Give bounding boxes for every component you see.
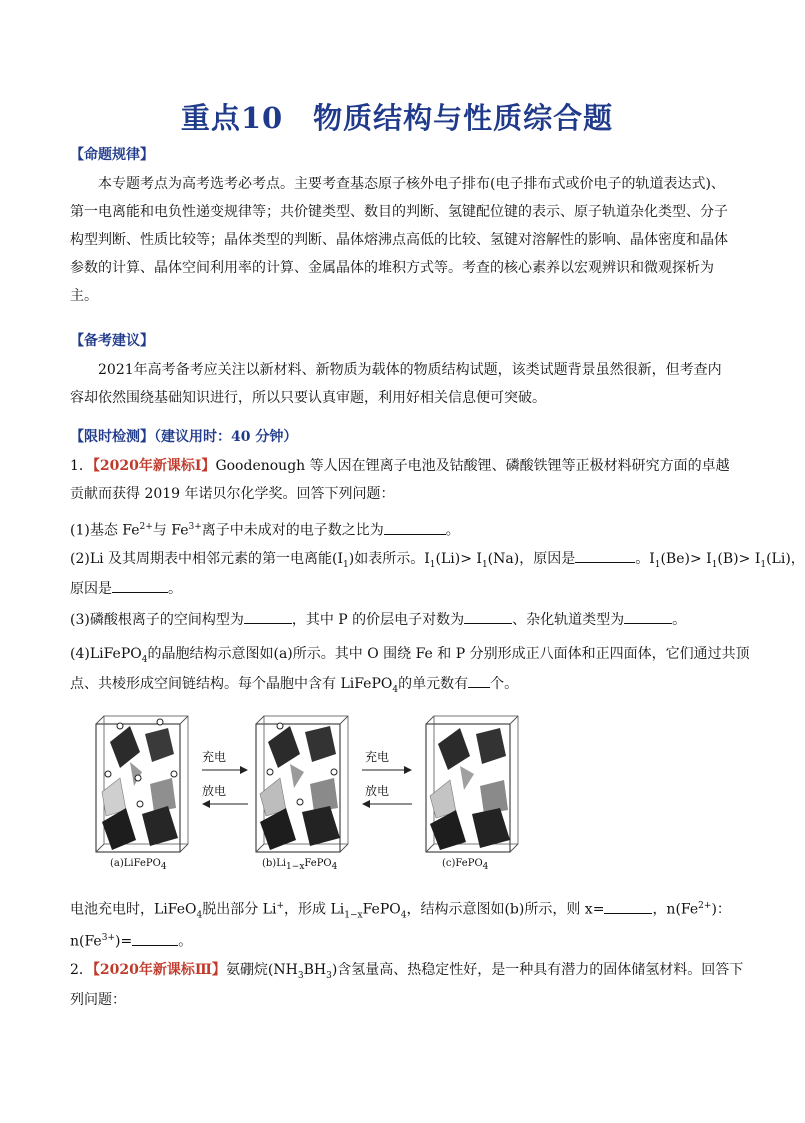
- page-title: 重点10 物质结构与性质综合题: [180, 101, 614, 135]
- q1-p1-sup1: 2+: [139, 522, 153, 532]
- q2-source-tag: 【2020年新课标Ⅲ】: [92, 962, 226, 978]
- q1-p4-sub: 4: [141, 654, 148, 665]
- q1-p2-f: (Be)> I: [660, 551, 712, 567]
- advice-heading: 【备考建议】: [70, 333, 154, 349]
- q1-p2-c: (Li)> I: [435, 551, 482, 567]
- q1-p5-b: 脱出部分 Li: [202, 901, 277, 918]
- caption-b-text: (b)Li: [262, 858, 287, 869]
- q1-p2-d: (Na)，原因是: [487, 551, 576, 567]
- q1-p4-line2-b: 的单元数有: [398, 676, 469, 692]
- q1-p5-a: 电池充电时，LiFeO: [70, 901, 197, 918]
- q2-sub2: 3: [326, 970, 332, 981]
- q1-p1-text-c: 离子中未成对的电子数之比为: [201, 522, 384, 539]
- q1-p5-g: )：: [711, 901, 731, 918]
- q1-p5-line2-a: n(Fe: [70, 933, 102, 950]
- q1-p5-sub1: 4: [196, 910, 203, 921]
- test-heading-label: 【限时检测】: [70, 429, 154, 445]
- q1-part4-charging-line2: [70, 924, 730, 956]
- caption-a-sub: 4: [160, 862, 167, 872]
- q1-p2-sub: 1: [760, 559, 767, 570]
- q1-p5-line2-b: )=: [115, 933, 133, 950]
- caption-c-text: (c)FePO: [442, 858, 483, 869]
- answer-blank[interactable]: [464, 609, 512, 624]
- cell-b-li1-xfepo4: [256, 716, 348, 852]
- q1-p5-c: ，形成 Li: [284, 901, 345, 918]
- test-time: （建议用时：40 分钟）: [154, 429, 298, 445]
- q1-p4-line2-end: 个。: [490, 676, 519, 692]
- q1-p3-c: 、杂化轨道类型为: [512, 612, 625, 628]
- q1-source-tag: 【2020年新课标Ⅰ】: [92, 458, 216, 474]
- q1-p3-b: ，其中 P 的价层电子对数为: [291, 612, 465, 628]
- q1-part3: [70, 606, 730, 634]
- q1-stem-line2: 贡献而获得 2019 年诺贝尔化学奖。回答下列问题：: [70, 486, 395, 502]
- q1-part4-line2: [70, 670, 730, 704]
- caption-a-text: (a)LiFePO: [110, 858, 161, 869]
- q1-p2-h: (Li)，: [766, 551, 805, 567]
- q1-p5-f: ，n(Fe: [652, 901, 699, 918]
- answer-blank[interactable]: [244, 609, 292, 624]
- q2-stem-b: BH: [303, 962, 327, 978]
- q1-p5-sub2: 1−x: [344, 910, 363, 921]
- discharge-label-1: 放电: [202, 784, 227, 798]
- cell-a-lifepo4: [96, 716, 188, 852]
- q1-p3-end: 。: [672, 612, 687, 628]
- q1-stem-line1: [70, 452, 730, 480]
- q2-stem-line1: [70, 956, 744, 990]
- answer-blank[interactable]: [384, 520, 446, 535]
- q2-sub1: 3: [297, 970, 304, 981]
- q1-p1-end: 。: [445, 522, 460, 539]
- q1-p5-sup2: 2+: [698, 901, 712, 911]
- q1-p1-text-b: 与 Fe: [152, 522, 189, 539]
- q1-p4-line2-a: 点、共棱形成空间链结构。每个晶胞中含有 LiFePO: [70, 676, 393, 692]
- q1-p5-sup: +: [276, 901, 285, 911]
- answer-blank[interactable]: [575, 548, 635, 563]
- q1-p2-e: 。I: [635, 551, 655, 567]
- q1-p5-e: ，结构示意图如(b)所示，则 x=: [406, 901, 605, 918]
- q2-stem-c: )含氢量高、热稳定性好，是一种具有潜力的固体储氢材料。回答下: [331, 962, 744, 978]
- q1-p2-sub: 1: [711, 559, 718, 570]
- q2-stem-line2: 列问题：: [70, 992, 126, 1008]
- q1-p5-sub3: 4: [400, 910, 407, 921]
- q1-p2-sub: 1: [481, 559, 488, 570]
- caption-b-sub2: 4: [331, 862, 338, 872]
- q1-stem-a: Goodenough 等人因在锂离子电池及钴酸锂、磷酸铁锂等正极材料研究方面的卓越: [215, 458, 730, 474]
- caption-c: [442, 858, 488, 872]
- caption-b: [262, 858, 337, 872]
- q1-p2-end: 。: [168, 581, 182, 597]
- charge-label-1: 充电: [202, 750, 227, 764]
- q1-p5-d: FePO: [362, 901, 401, 918]
- q1-p5-line2-sup: 3+: [101, 933, 115, 943]
- q1-p2-b: )如表所示。I: [348, 551, 430, 567]
- q2-number: 2．: [70, 962, 93, 978]
- q1-part1: [70, 513, 730, 545]
- q1-p2-sub: 1: [429, 559, 436, 570]
- rules-text: 本专题考点为高考选考必考点。主要考查基态原子核外电子排布(电子排布式或价电子的轨道表达式)、第一电离能和电负性递变规律等；共价键类型、数目的判断、氢键配位键的表示、原子轨道杂化类型、分子构型判断、性质比较等；晶体类型的判断、晶体熔沸点高低的比较、氢键对溶解性的影响、晶体密度和晶体参数的计算、晶体空间利用率的计算、金属晶体的堆积方式等。考查的核心素养以宏观辨识和微观探析为主。: [70, 176, 728, 304]
- q1-p5-line2-end: 。: [178, 933, 193, 950]
- rules-heading: 【命题规律】: [70, 147, 154, 163]
- crystal-structure-figure: [90, 712, 710, 872]
- cell-c-fepo4: [426, 716, 518, 852]
- test-heading: [70, 426, 297, 446]
- q1-part2-line1: [70, 545, 805, 579]
- caption-a: [110, 858, 167, 872]
- answer-blank[interactable]: [132, 931, 178, 946]
- q1-p2-g: (B)> I: [717, 551, 761, 567]
- q1-number: 1．: [70, 458, 93, 474]
- answer-blank[interactable]: [624, 609, 672, 624]
- caption-c-sub: 4: [482, 862, 489, 872]
- q1-p4-a: (4)LiFePO: [70, 646, 142, 662]
- q1-p2-sub: 1: [654, 559, 661, 570]
- answer-blank[interactable]: [112, 578, 168, 593]
- discharge-label-2: 放电: [365, 784, 390, 798]
- q1-p1-text-a: (1)基态 Fe: [70, 522, 140, 539]
- q1-p1-sup2: 3+: [188, 522, 202, 532]
- advice-text: 2021年高考备考应关注以新材料、新物质为载体的物质结构试题，该类试题背景虽然很新，但考查内容却依然围绕基础知识进行，所以只要认真审题，利用好相关信息便可突破。: [70, 362, 722, 406]
- q1-part2-line2: [70, 575, 730, 603]
- q1-p3-a: (3)磷酸根离子的空间构型为: [70, 612, 244, 628]
- q2-stem-a: 氨硼烷(NH: [225, 962, 298, 978]
- q1-part4-line1: [70, 640, 750, 674]
- caption-b-sub: 1−x: [286, 862, 305, 872]
- q1-p4-b: 的晶胞结构示意图如(a)所示。其中 O 围绕 Fe 和 P 分别形成正八面体和正四面体，它们通过共顶: [147, 646, 750, 662]
- q1-p2-a: (2)Li 及其周期表中相邻元素的第一电离能(I: [70, 551, 344, 567]
- answer-blank[interactable]: [468, 673, 490, 688]
- crystal-figure-svg: [90, 712, 710, 872]
- caption-b-text2: FePO: [304, 858, 332, 869]
- q1-p2-line2: 原因是: [70, 581, 112, 597]
- charge-label-2: 充电: [365, 750, 390, 764]
- q1-p4-sub: 4: [392, 684, 399, 695]
- q1-p2-sub: 1: [343, 559, 349, 570]
- answer-blank[interactable]: [604, 899, 652, 914]
